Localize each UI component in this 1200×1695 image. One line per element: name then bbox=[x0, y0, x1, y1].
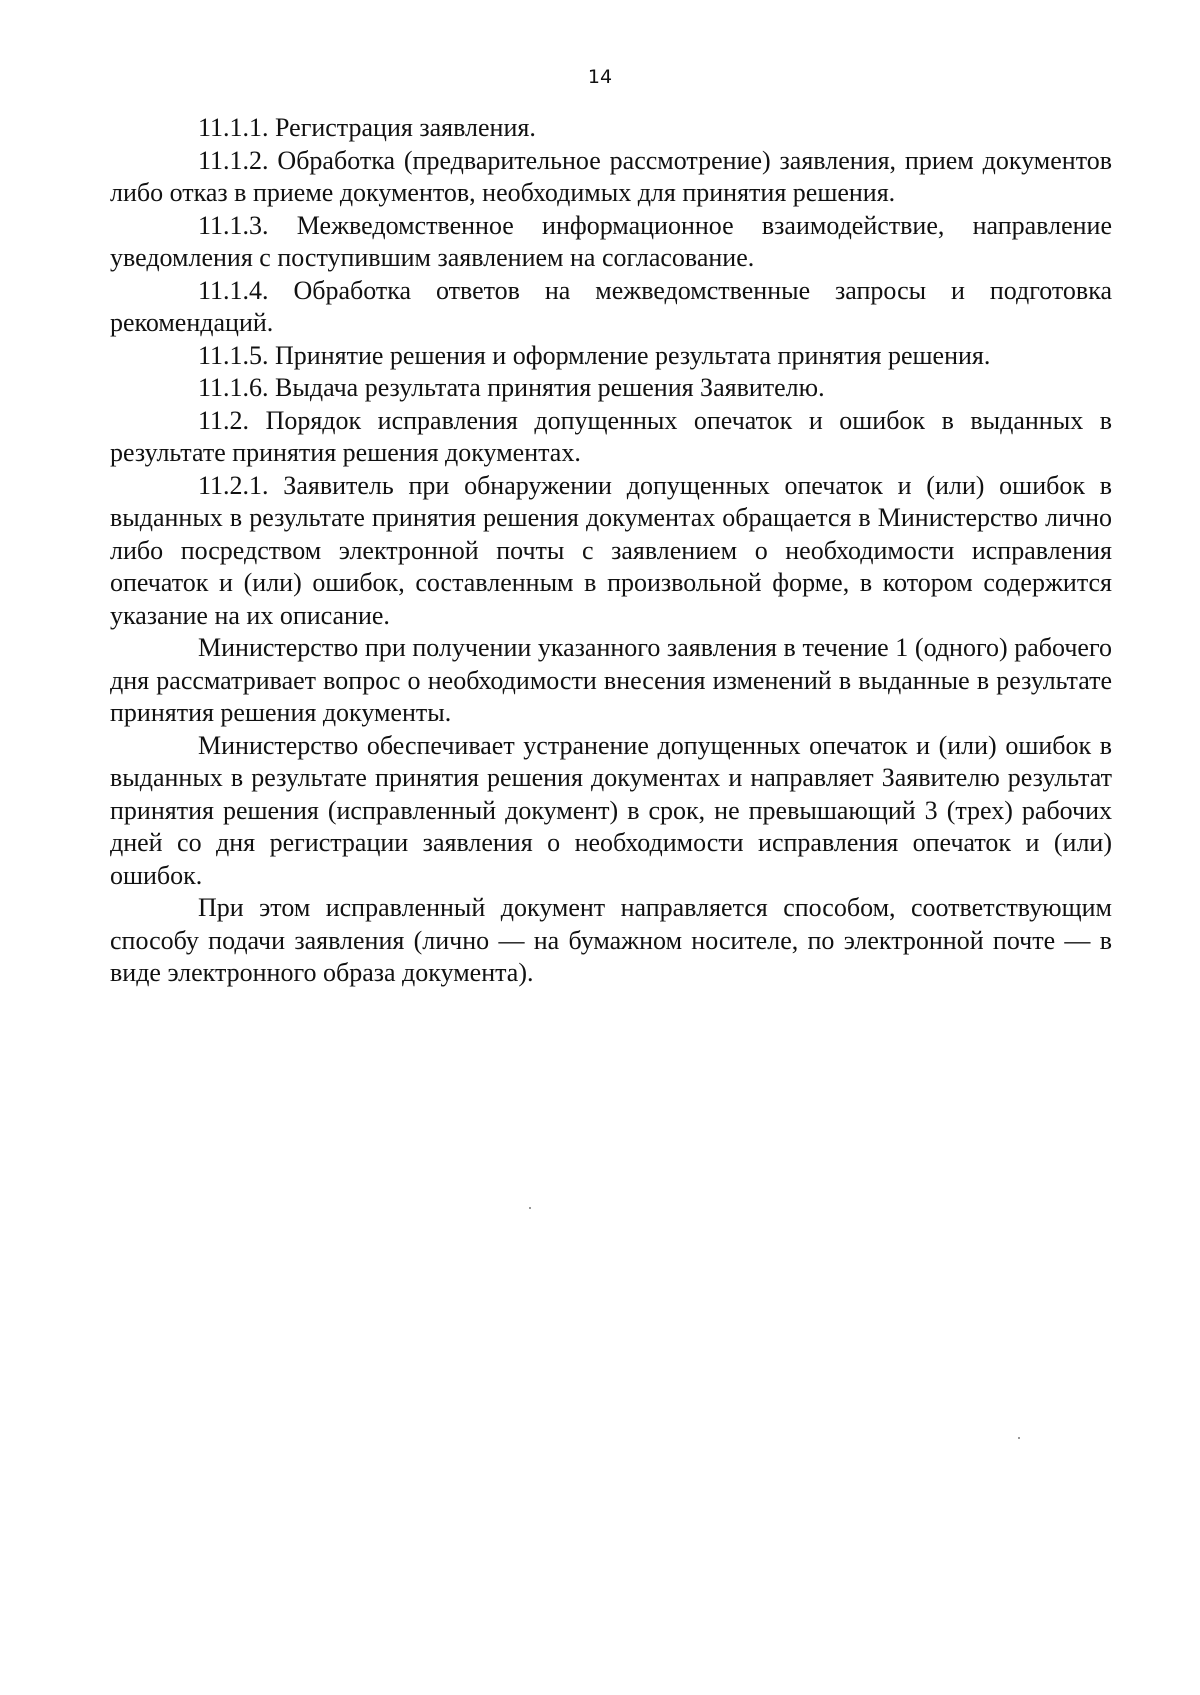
paragraph-11-1-6: 11.1.6. Выдача результата принятия решения Заявителю. bbox=[198, 373, 825, 402]
paragraph-ministry-correction: Министерство обеспечивает устранение допущенных опечаток и (или) ошибок в выданных в результате принятия решения документах и направляет Заявителю результат принятия решения (исправленный документ) в срок, не превышающий 3 (трех) рабочих дней со дня регистрации заявления о необходимости исправления опечаток и (или) ошибок. bbox=[110, 730, 1112, 890]
paragraph-11-2-1: 11.2.1. Заявитель при обнаружении допущенных опечаток и (или) ошибок в выданных в результате принятия решения документах обращается в Министерство лично либо посредством электронной почты с заявлением о необходимости исправления опечаток и (или) ошибок, составленным в произвольной форме, в котором содержится указание на их описание. bbox=[110, 470, 1112, 630]
page-number: 14 bbox=[587, 66, 613, 88]
paragraph-11-1-4: 11.1.4. Обработка ответов на межведомственные запросы и подготовка рекомендаций. bbox=[110, 275, 1112, 337]
paragraph-ministry-review: Министерство при получении указанного заявления в течение 1 (одного) рабочего дня рассматривает вопрос о необходимости внесения изменений в выданные в результате принятия решения документы. bbox=[110, 633, 1112, 727]
paragraph-11-1-1: 11.1.1. Регистрация заявления. bbox=[198, 113, 536, 142]
paragraph-11-1-5: 11.1.5. Принятие решения и оформление результата принятия решения. bbox=[198, 340, 991, 370]
paragraph-delivery-method: При этом исправленный документ направляется способом, соответствующим способу подачи заявления (лично — на бумажном носителе, по электронной почте — в виде электронного образа документа). bbox=[110, 893, 1112, 987]
paragraph-11-2: 11.2. Порядок исправления допущенных опечаток и ошибок в выданных в результате принятия решения документах. bbox=[110, 405, 1112, 467]
paragraph-11-1-2: 11.1.2. Обработка (предварительное рассмотрение) заявления, прием документов либо отказ в приеме документов, необходимых для принятия решения. bbox=[110, 145, 1112, 207]
scan-speck bbox=[1018, 1437, 1020, 1439]
document-body bbox=[110, 112, 1112, 990]
paragraph-11-1-3: 11.1.3. Межведомственное информационное взаимодействие, направление уведомления с поступившим заявлением на согласование. bbox=[110, 210, 1112, 272]
scan-speck bbox=[529, 1207, 531, 1209]
